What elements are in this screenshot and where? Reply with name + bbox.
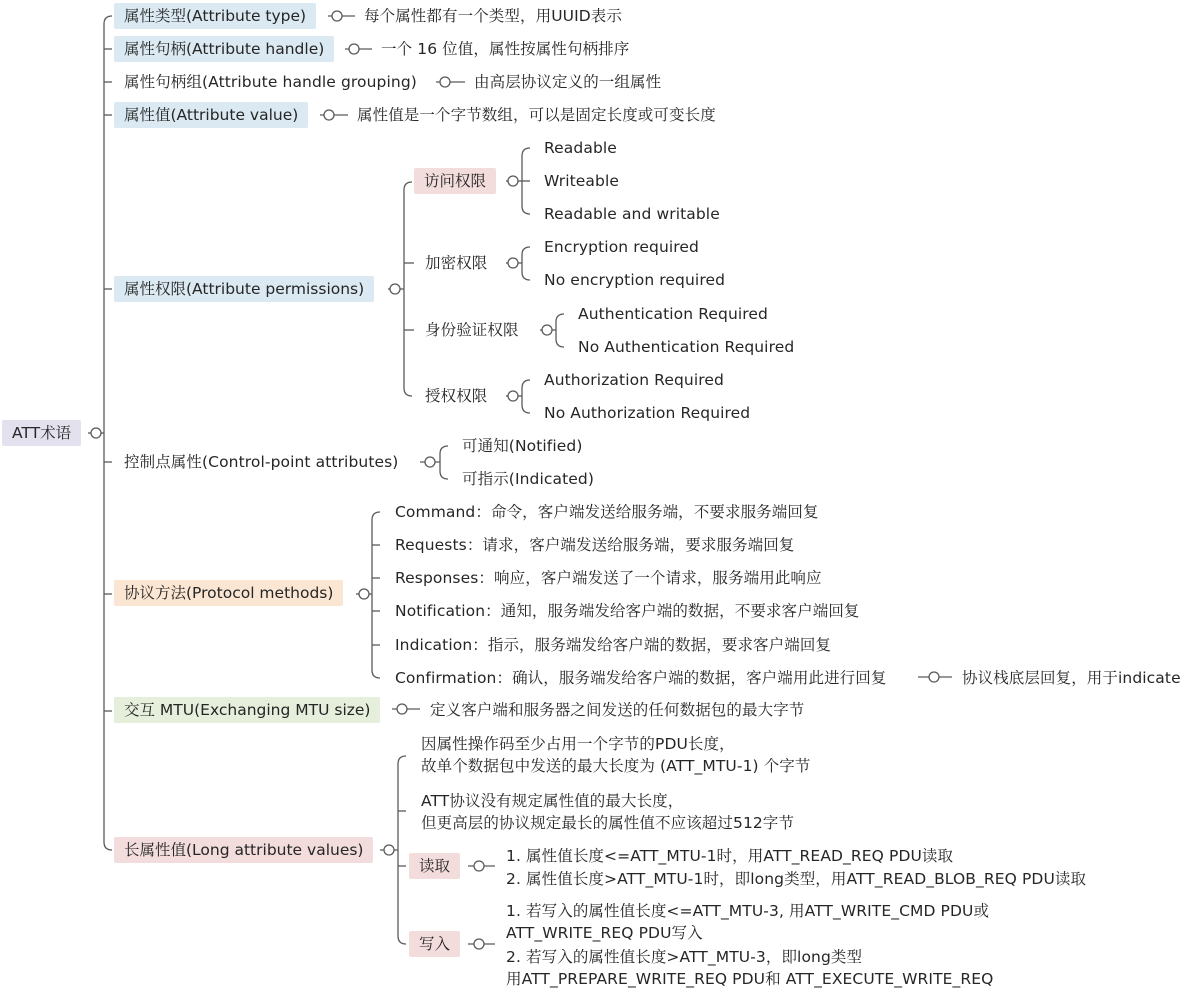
desc-attribute-value: 属性值是一个字节数组，可以是固定长度或可变长度 [357, 106, 716, 124]
note-pdu-length-line2: 故单个数据包中发送的最大长度为 (ATT_MTU-1) 个字节 [421, 757, 811, 775]
item-responses: Responses：响应，客户端发送了一个请求，服务端用此响应 [395, 569, 822, 587]
item-requests: Requests：请求，客户端发送给服务端，要求服务端回复 [395, 536, 795, 554]
item-authorization-required: Authorization Required [544, 371, 724, 389]
desc-exchanging-mtu: 定义客户端和服务器之间发送的任何数据包的最大字节 [430, 701, 805, 719]
node-access-permission[interactable]: 访问权限 [414, 168, 496, 194]
item-indication: Indication：指示，服务端发给客户端的数据，要求客户端回复 [395, 636, 832, 654]
item-notified: 可通知(Notified) [462, 437, 583, 455]
item-notification: Notification：通知，服务端发给客户端的数据，不要求客户端回复 [395, 602, 860, 620]
item-no-authorization-required: No Authorization Required [544, 404, 751, 422]
node-authentication-permission[interactable]: 身份验证权限 [425, 321, 519, 339]
node-read[interactable]: 读取 [409, 853, 460, 879]
node-protocol-methods[interactable]: 协议方法(Protocol methods) [114, 580, 343, 606]
node-encryption-permission[interactable]: 加密权限 [425, 254, 488, 272]
desc-attribute-handle: 一个 16 位值，属性按属性句柄排序 [381, 40, 630, 58]
write-rule-1-line1: 1. 若写入的属性值长度<=ATT_MTU-3, 用ATT_WRITE_CMD PDU或 [506, 902, 990, 920]
note-pdu-length-line1: 因属性操作码至少占用一个字节的PDU长度， [421, 735, 735, 753]
item-encryption-required: Encryption required [544, 238, 699, 256]
node-control-point-attributes[interactable]: 控制点属性(Control-point attributes) [124, 453, 399, 471]
read-rule-1: 1. 属性值长度<=ATT_MTU-1时，用ATT_READ_REQ PDU读取 [506, 847, 954, 865]
item-command: Command：命令，客户端发送给服务端，不要求服务端回复 [395, 503, 819, 521]
node-write[interactable]: 写入 [409, 931, 460, 957]
desc-attribute-handle-grouping: 由高层协议定义的一组属性 [474, 73, 662, 91]
item-authentication-required: Authentication Required [578, 305, 768, 323]
node-attribute-type[interactable]: 属性类型(Attribute type) [114, 3, 316, 29]
node-attribute-handle[interactable]: 属性句柄(Attribute handle) [114, 36, 334, 62]
root-node[interactable]: ATT术语 [2, 420, 81, 446]
node-exchanging-mtu[interactable]: 交互 MTU(Exchanging MTU size) [114, 697, 380, 723]
item-no-authentication-required: No Authentication Required [578, 338, 795, 356]
item-readable: Readable [544, 139, 617, 157]
node-attribute-value[interactable]: 属性值(Attribute value) [114, 102, 308, 128]
node-attribute-permissions[interactable]: 属性权限(Attribute permissions) [114, 276, 374, 302]
item-indicated: 可指示(Indicated) [462, 470, 595, 488]
desc-attribute-type: 每个属性都有一个类型，用UUID表示 [364, 7, 622, 25]
read-rule-2: 2. 属性值长度>ATT_MTU-1时，即long类型，用ATT_READ_BLOB_REQ PDU读取 [506, 870, 1087, 888]
write-rule-2-line2: 用ATT_PREPARE_WRITE_REQ PDU和 ATT_EXECUTE_WRITE_REQ [506, 970, 994, 988]
item-writeable: Writeable [544, 172, 620, 190]
note-max-length-line2: 但更高层的协议规定最长的属性值不应该超过512字节 [421, 814, 795, 832]
item-readable-writable: Readable and writable [544, 205, 720, 223]
node-long-attribute-values[interactable]: 长属性值(Long attribute values) [114, 837, 373, 863]
write-rule-1-line2: ATT_WRITE_REQ PDU写入 [506, 924, 703, 942]
note-max-length-line1: ATT协议没有规定属性值的最大长度， [421, 792, 684, 810]
node-authorization-permission[interactable]: 授权权限 [425, 387, 488, 405]
node-attribute-handle-grouping[interactable]: 属性句柄组(Attribute handle grouping) [124, 73, 417, 91]
item-no-encryption-required: No encryption required [544, 271, 726, 289]
item-confirmation: Confirmation：确认，服务端发给客户端的数据，客户端用此进行回复 [395, 669, 887, 687]
note-confirmation: 协议栈底层回复，用于indicate [962, 669, 1181, 687]
write-rule-2-line1: 2. 若写入的属性值长度>ATT_MTU-3，即long类型 [506, 948, 863, 966]
